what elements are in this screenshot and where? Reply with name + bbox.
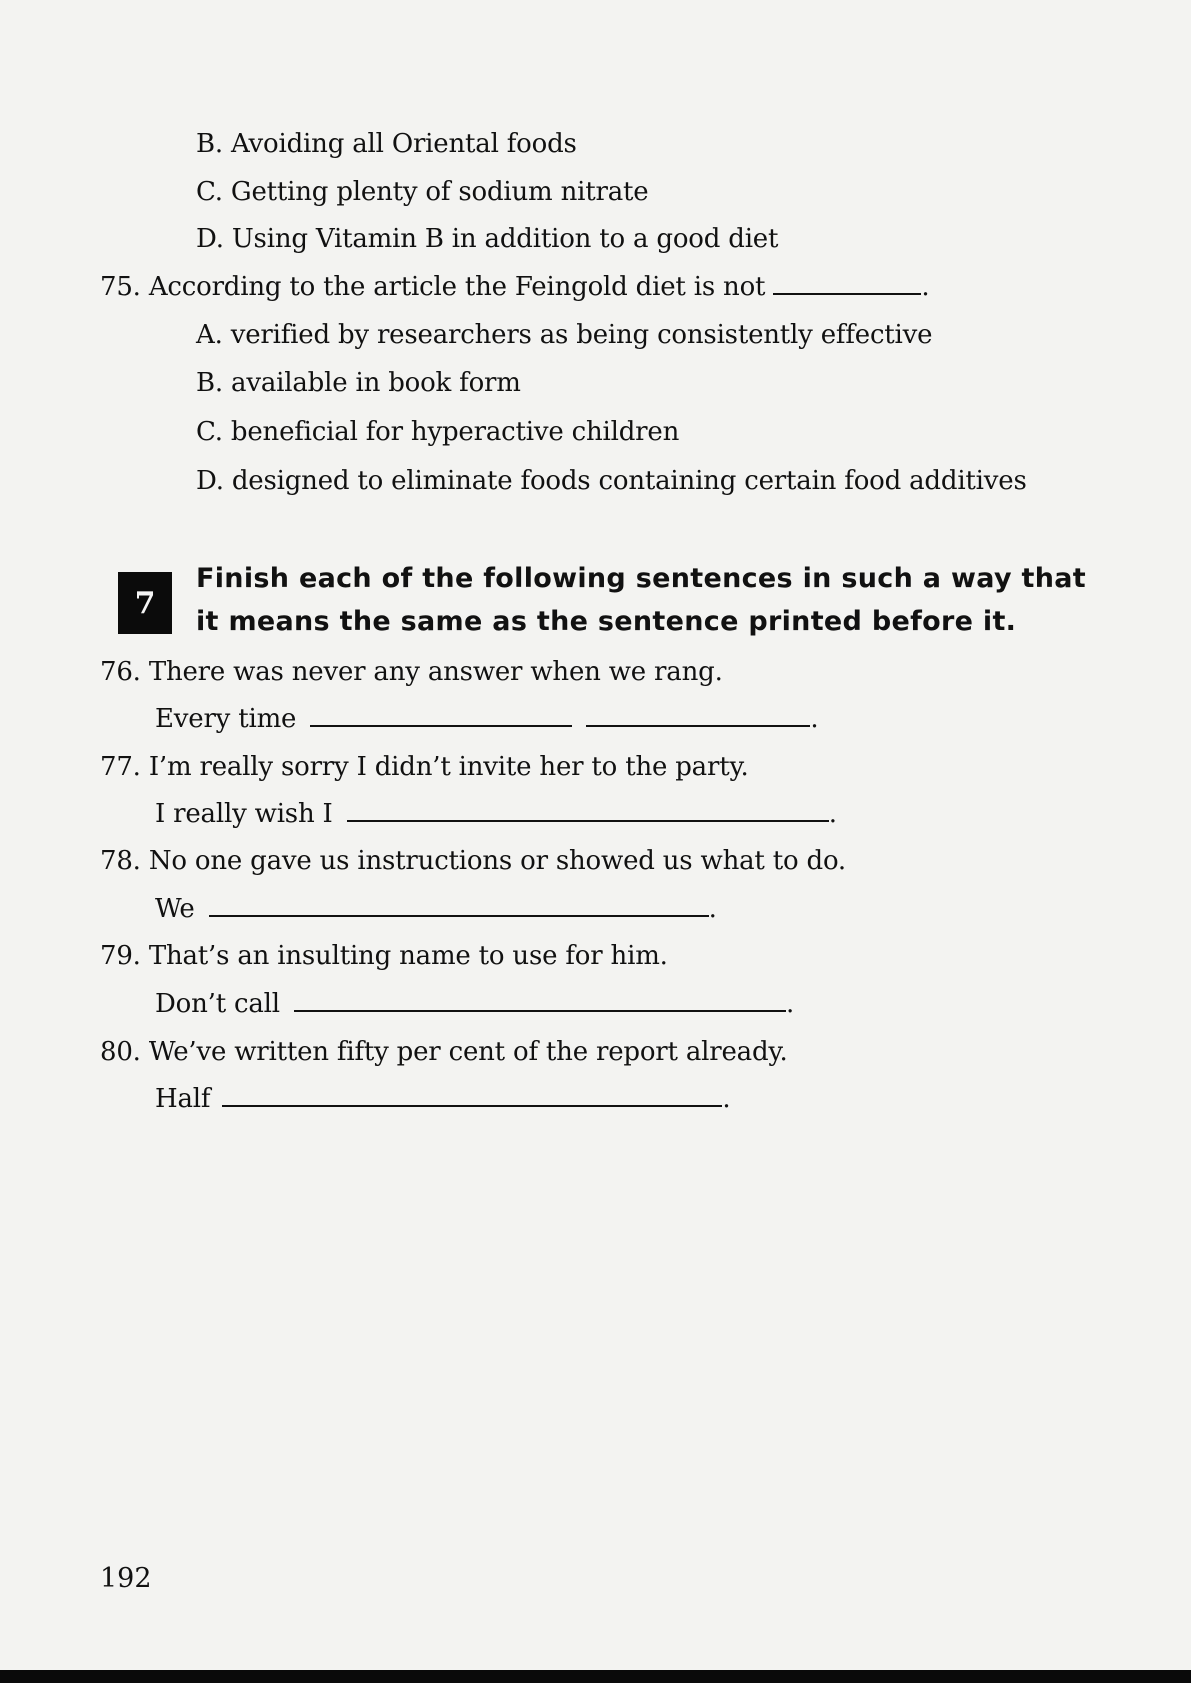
item-76-end: . — [810, 704, 819, 734]
item-77-end: . — [828, 799, 837, 829]
q75-option-b: B. available in book form — [196, 368, 521, 398]
answer-blank — [773, 273, 921, 295]
q75-option-c: C. beneficial for hyperactive children — [196, 417, 680, 447]
answer-blank — [294, 990, 786, 1012]
item-78-prompt: We — [155, 894, 195, 924]
question-75-stem: 75. According to the article the Feingold diet is not — [100, 272, 766, 302]
item-79-sentence: 79. That’s an insulting name to use for him. — [100, 941, 668, 971]
answer-blank — [586, 705, 810, 727]
prev-option-b: B. Avoiding all Oriental foods — [196, 129, 577, 159]
page-number: 192 — [100, 1563, 152, 1594]
section-instruction-line2: it means the same as the sentence printed before it. — [196, 606, 1017, 637]
item-80-end: . — [722, 1084, 731, 1114]
item-80-prompt: Half — [155, 1084, 211, 1114]
item-78-sentence: 78. No one gave us instructions or showed us what to do. — [100, 846, 846, 876]
item-80-prompt-line — [155, 1083, 730, 1115]
answer-blank — [347, 800, 829, 822]
item-77-prompt-line — [155, 798, 837, 830]
item-78-end: . — [708, 894, 717, 924]
item-79-prompt-line — [155, 988, 794, 1020]
item-77-sentence: 77. I’m really sorry I didn’t invite her to the party. — [100, 752, 749, 782]
q75-option-a: A. verified by researchers as being consistently effective — [196, 320, 933, 350]
item-77-prompt: I really wish I — [155, 799, 333, 829]
item-78-prompt-line — [155, 893, 717, 925]
item-79-end: . — [786, 989, 795, 1019]
prev-option-c: C. Getting plenty of sodium nitrate — [196, 177, 649, 207]
q75-option-d: D. designed to eliminate foods containing certain food additives — [196, 466, 1027, 496]
prev-option-d: D. Using Vitamin B in addition to a good diet — [196, 224, 779, 254]
item-76-prompt-line — [155, 703, 818, 735]
section-instruction-line1: Finish each of the following sentences in such a way that — [196, 563, 1086, 594]
item-76-prompt: Every time — [155, 704, 297, 734]
answer-blank — [222, 1085, 722, 1107]
answer-blank — [310, 705, 572, 727]
answer-blank — [209, 895, 709, 917]
item-76-sentence: 76. There was never any answer when we rang. — [100, 657, 723, 687]
question-75 — [100, 271, 929, 303]
question-75-end: . — [921, 272, 930, 302]
item-79-prompt: Don’t call — [155, 989, 280, 1019]
item-80-sentence: 80. We’ve written fifty per cent of the report already. — [100, 1037, 788, 1067]
scan-bottom-edge — [0, 1670, 1191, 1683]
section-number-badge: 7 — [118, 572, 172, 634]
